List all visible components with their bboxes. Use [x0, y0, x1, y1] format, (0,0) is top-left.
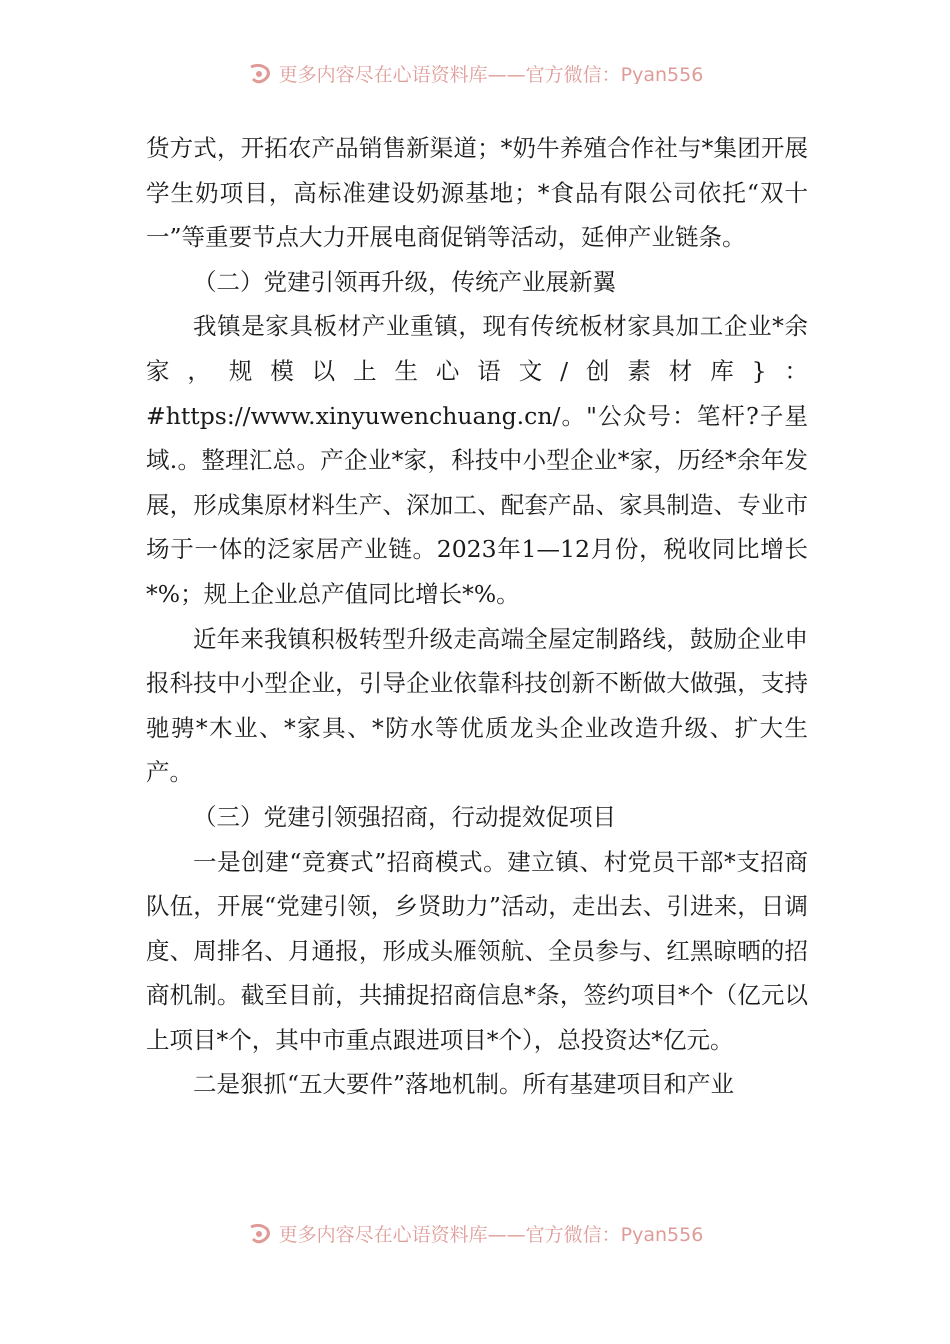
footer-watermark-banner — [0, 1210, 950, 1244]
document-body — [146, 126, 808, 1107]
section-heading-2: （二）党建引领再升级，传统产业展新翼 — [193, 267, 616, 296]
header-watermark-text: 更多内容尽在心语资料库——官方微信：Pyan556 — [278, 64, 704, 84]
paragraph-1: 货方式，开拓农产品销售新渠道；*奶牛养殖合作社与*集团开展学生奶项目，高标准建设奶源基地；*食品有限公司依托“双十一”等重要节点大力开展电商促销等活动，延伸产业链条。 — [146, 134, 808, 252]
paragraph-7: 二是狠抓“五大要件”落地机制。所有基建项目和产业 — [193, 1070, 735, 1099]
paragraph-4: 近年来我镇积极转型升级走高端全屋定制路线，鼓励企业申报科技中小型企业，引导企业依靠科技创新不断做大做强，支持驰骋*木业、*家具、*防水等优质龙头企业改造升级、扩大生产。 — [146, 624, 808, 787]
brand-logo-icon — [247, 1221, 273, 1245]
paragraph-3: 我镇是家具板材产业重镇，现有传统板材家具加工企业*余家，规模以上生心语文/创素材库}：#https://www.xinyuwenchuang.cn/。"公众号：笔杆?子星域.。整理汇总。产企业*家，科技中小型企业*家，历经*余年发展，形成集原材料生产、深加工、配套产品、家具制造、专业市场于一体的泛家居产业链。2023年1—12月份，税收同比增长*%；规上企业总产值同比增长*%。 — [146, 312, 808, 608]
footer-watermark-text: 更多内容尽在心语资料库——官方微信：Pyan556 — [278, 1224, 704, 1244]
paragraph-6: 一是创建“竞赛式”招商模式。建立镇、村党员干部*支招商队伍，开展“党建引领，乡贤助力”活动，走出去、引进来，日调度、周排名、月通报，形成头雁领航、全员参与、红黑晾晒的招商机制。截至目前，共捕捉招商信息*条，签约项目*个（亿元以上项目*个，其中市重点跟进项目*个），总投资达*亿元。 — [146, 847, 808, 1054]
section-heading-3: （三）党建引领强招商，行动提效促项目 — [193, 802, 616, 831]
header-watermark-banner — [0, 50, 950, 84]
brand-logo-icon — [247, 61, 273, 85]
